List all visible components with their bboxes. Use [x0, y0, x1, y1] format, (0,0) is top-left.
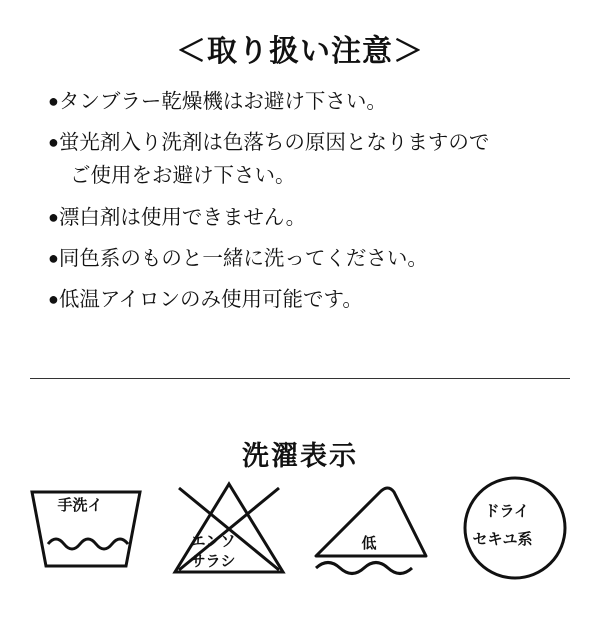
dry-clean-label-line1: ドライ [484, 503, 530, 520]
care-label-page [0, 26, 600, 626]
care-item-text: 同色系のものと一緒に洗ってください。 [58, 247, 428, 270]
hand-wash-label: 手洗イ [57, 497, 103, 514]
care-item-text: タンブラー乾燥機はお避け下さい。 [58, 91, 387, 113]
section-divider [30, 378, 570, 379]
list-bullet-icon: ● [48, 132, 59, 153]
laundry-symbols-row [0, 474, 600, 584]
hand-wash-symbol [22, 474, 150, 584]
list-bullet-icon: ● [48, 206, 59, 227]
care-list-item [48, 86, 566, 119]
care-list-item [48, 127, 566, 193]
care-list-item [48, 202, 566, 235]
list-bullet-icon: ● [48, 247, 59, 268]
dry-clean-symbol [451, 474, 579, 584]
list-bullet-icon: ● [48, 289, 59, 310]
care-instructions-title: ＜取り扱い注意＞ [176, 35, 424, 68]
care-item-text: 低温アイロンのみ使用可能です。 [58, 289, 363, 312]
iron-temperature-label: 低 [361, 535, 377, 552]
list-bullet-icon: ● [48, 91, 59, 111]
laundry-symbols-title: 洗濯表示 [242, 441, 358, 472]
dry-clean-label-line2: セキユ系 [472, 531, 533, 548]
low-iron-symbol [308, 474, 436, 584]
care-instructions-list [0, 86, 600, 317]
no-chlorine-bleach-symbol [165, 474, 293, 584]
care-item-text: 蛍光剤入り洗剤は色落ちの原因となりますので [58, 132, 490, 155]
bleach-label-line1: エンソ [190, 533, 236, 550]
care-list-item [48, 284, 566, 317]
care-item-text: 漂白剤は使用できません。 [58, 206, 307, 229]
bleach-label-line2: サラシ [190, 553, 236, 570]
care-item-text-continued: ご使用をお避け下さい。 [70, 165, 296, 188]
care-list-item [48, 243, 566, 276]
